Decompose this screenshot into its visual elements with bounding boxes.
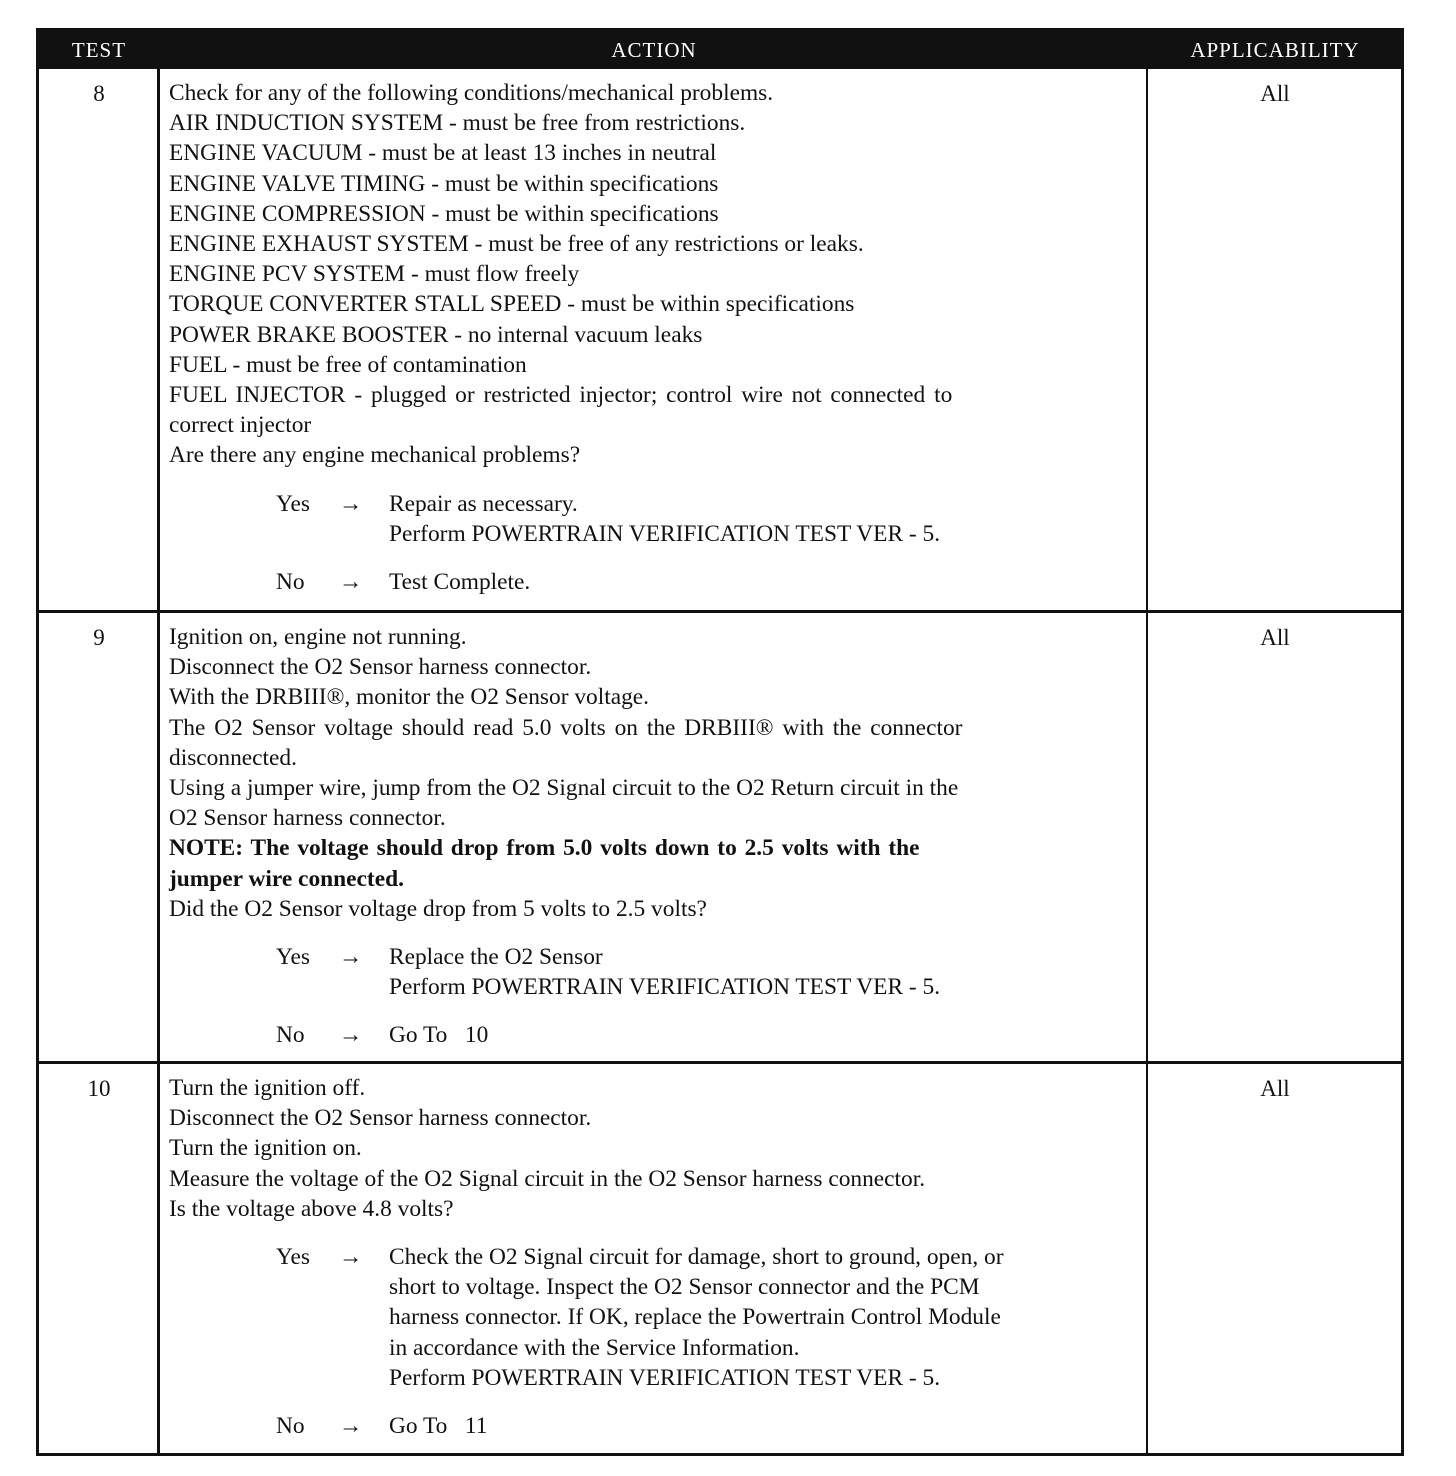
yes-line: harness connector. If OK, replace the Powertrain Control Module — [389, 1304, 1001, 1331]
action-line: TORQUE CONVERTER STALL SPEED - must be within specifications — [169, 291, 855, 318]
action-cell — [169, 1064, 1139, 1441]
applicability-value: All — [1260, 1076, 1290, 1101]
action-line: Measure the voltage of the O2 Signal circuit in the O2 Sensor harness connector. — [169, 1165, 926, 1192]
yes-line: Repair as necessary. — [389, 490, 578, 517]
yes-line: Check the O2 Signal circuit for damage, short to ground, open, or — [389, 1244, 1004, 1271]
no-label: No — [276, 1022, 305, 1049]
header-applicability: APPLICABILITY — [1190, 38, 1360, 62]
note-line: jumper wire connected. — [169, 865, 404, 892]
action-line: FUEL - must be free of contamination — [169, 351, 527, 378]
table-header — [39, 31, 1401, 69]
yes-line: Replace the O2 Sensor — [389, 944, 603, 971]
action-line: Are there any engine mechanical problems? — [169, 442, 581, 469]
action-line: Using a jumper wire, jump from the O2 Signal circuit to the O2 Return circuit in the — [169, 775, 959, 802]
action-line: Turn the ignition on. — [169, 1135, 362, 1162]
no-label: No — [276, 569, 305, 596]
action-line: ENGINE PCV SYSTEM - must flow freely — [169, 261, 580, 288]
yes-answer — [169, 1242, 1139, 1393]
diagnostic-test-table — [36, 28, 1404, 1456]
action-line: O2 Sensor harness connector. — [169, 805, 446, 832]
action-line: AIR INDUCTION SYSTEM - must be free from restrictions. — [169, 110, 746, 137]
action-line: The O2 Sensor voltage should read 5.0 volts on the DRBIII® with the connector — [169, 714, 963, 741]
action-line: ENGINE VACUUM - must be at least 13 inches in neutral — [169, 140, 717, 167]
yes-line: Perform POWERTRAIN VERIFICATION TEST VER - 5. — [389, 974, 941, 1001]
no-line: Go To 10 — [389, 1022, 489, 1049]
test-number: 8 — [93, 81, 105, 106]
yes-label: Yes — [276, 1244, 311, 1271]
right-arrow-icon: → — [339, 490, 363, 517]
applicability-value: All — [1260, 625, 1290, 650]
test-number: 9 — [93, 625, 105, 650]
no-answer — [169, 1020, 1139, 1050]
right-arrow-icon: → — [339, 944, 363, 971]
action-line: Check for any of the following conditions/mechanical problems. — [169, 80, 774, 106]
no-label: No — [276, 1413, 305, 1440]
action-cell — [169, 613, 1139, 1051]
action-line: disconnected. — [169, 744, 297, 771]
action-line: ENGINE COMPRESSION - must be within specifications — [169, 200, 719, 227]
table-row-test-10 — [39, 1061, 1401, 1453]
action-line: Turn the ignition off. — [169, 1075, 366, 1101]
action-cell — [169, 69, 1139, 597]
yes-line: in accordance with the Service Information. — [389, 1334, 800, 1361]
action-line: FUEL INJECTOR - plugged or restricted injector; control wire not connected to — [169, 382, 953, 409]
header-action: ACTION — [611, 38, 697, 62]
action-line: Ignition on, engine not running. — [169, 624, 467, 650]
yes-line: Perform POWERTRAIN VERIFICATION TEST VER - 5. — [389, 520, 941, 547]
right-arrow-icon: → — [339, 1413, 363, 1440]
header-test: TEST — [71, 38, 127, 62]
action-line: POWER BRAKE BOOSTER - no internal vacuum leaks — [169, 321, 703, 348]
action-line: Did the O2 Sensor voltage drop from 5 volts to 2.5 volts? — [169, 895, 707, 922]
yes-answer — [169, 942, 1139, 1002]
no-line: Go To 11 — [389, 1413, 488, 1440]
no-answer — [169, 1411, 1139, 1441]
yes-label: Yes — [276, 944, 311, 971]
right-arrow-icon: → — [339, 1022, 363, 1049]
action-line: Is the voltage above 4.8 volts? — [169, 1195, 454, 1222]
no-line: Test Complete. — [389, 569, 531, 596]
yes-line: Perform POWERTRAIN VERIFICATION TEST VER - 5. — [389, 1364, 941, 1391]
right-arrow-icon: → — [339, 569, 363, 596]
yes-line: short to voltage. Inspect the O2 Sensor connector and the PCM — [389, 1274, 980, 1301]
action-line: correct injector — [169, 412, 312, 439]
right-arrow-icon: → — [339, 1244, 363, 1271]
action-line: With the DRBIII®, monitor the O2 Sensor voltage. — [169, 684, 650, 711]
applicability-value: All — [1260, 81, 1290, 106]
action-line: ENGINE EXHAUST SYSTEM - must be free of any restrictions or leaks. — [169, 231, 864, 258]
yes-answer — [169, 489, 1139, 549]
action-line: ENGINE VALVE TIMING - must be within specifications — [169, 170, 719, 197]
test-number: 10 — [87, 1076, 111, 1101]
table-row-test-9 — [39, 610, 1401, 1063]
note-line: NOTE: The voltage should drop from 5.0 volts down to 2.5 volts with the — [169, 835, 920, 862]
table-row-test-8 — [39, 69, 1401, 612]
yes-label: Yes — [276, 490, 311, 517]
action-line: Disconnect the O2 Sensor harness connector. — [169, 1105, 592, 1132]
action-line: Disconnect the O2 Sensor harness connector. — [169, 654, 592, 681]
no-answer — [169, 567, 1139, 597]
